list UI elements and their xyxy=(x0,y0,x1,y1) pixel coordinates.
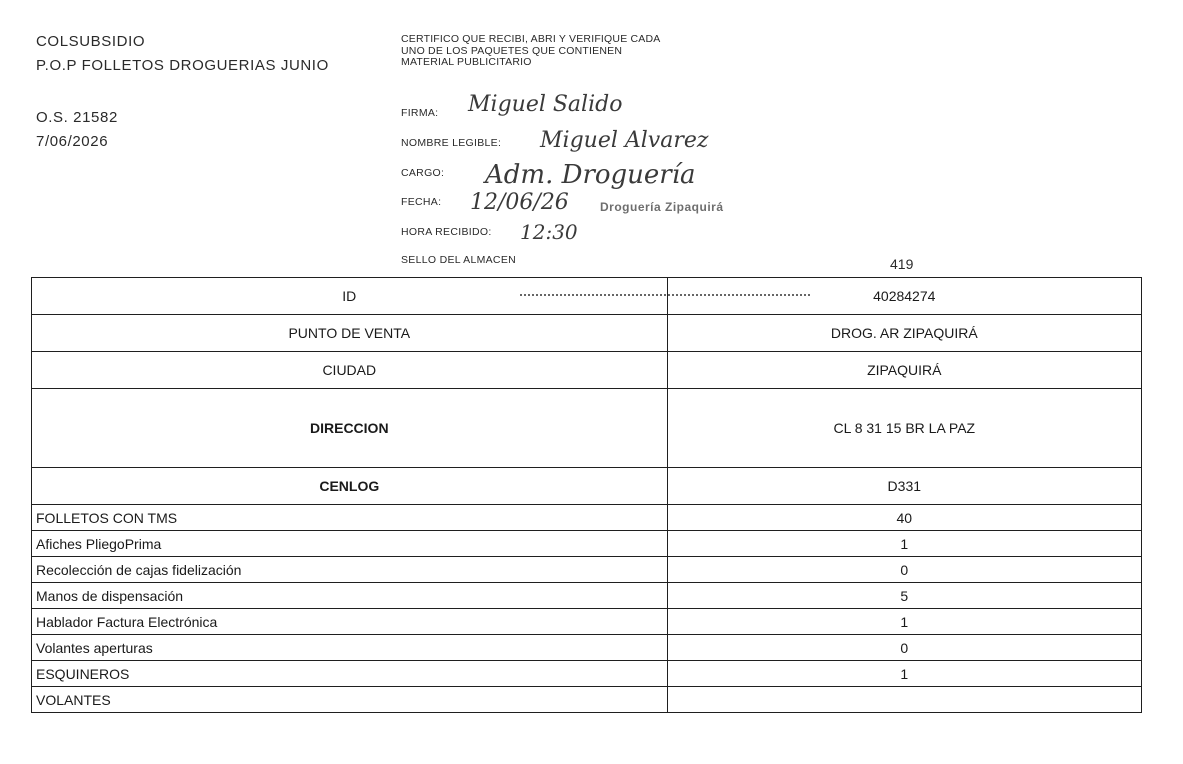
handwritten-fecha: 12/06/26 xyxy=(470,190,569,215)
handwritten-hora: 12:30 xyxy=(520,220,578,244)
cargo-label: CARGO: xyxy=(401,167,445,179)
item-quantity: 1 xyxy=(667,531,1141,557)
row-label: PUNTO DE VENTA xyxy=(32,315,668,352)
item-row xyxy=(32,505,1142,531)
item-label: Volantes aperturas xyxy=(32,635,668,661)
row-label: CENLOG xyxy=(32,468,668,505)
item-row xyxy=(32,661,1142,687)
fecha-label: FECHA: xyxy=(401,196,442,208)
item-quantity: 5 xyxy=(667,583,1141,609)
item-row xyxy=(32,531,1142,557)
table-row xyxy=(32,352,1142,389)
item-label: Afiches PliegoPrima xyxy=(32,531,668,557)
row-value: DROG. AR ZIPAQUIRÁ xyxy=(667,315,1141,352)
delivery-table xyxy=(31,277,1142,713)
item-quantity: 0 xyxy=(667,635,1141,661)
item-label: Hablador Factura Electrónica xyxy=(32,609,668,635)
item-label: Manos de dispensación xyxy=(32,583,668,609)
item-quantity xyxy=(667,687,1141,713)
page-number: 419 xyxy=(890,256,914,272)
row-label: DIRECCION xyxy=(32,389,668,468)
item-row xyxy=(32,583,1142,609)
sello-label: SELLO DEL ALMACEN xyxy=(401,254,517,266)
handwritten-cargo: Adm. Droguería xyxy=(485,160,696,190)
signature: Miguel Salido xyxy=(468,92,623,117)
row-value: CL 8 31 15 BR LA PAZ xyxy=(667,389,1141,468)
table-row xyxy=(32,389,1142,468)
item-row xyxy=(32,557,1142,583)
item-quantity: 40 xyxy=(667,505,1141,531)
item-quantity: 1 xyxy=(667,609,1141,635)
firma-label: FIRMA: xyxy=(401,107,439,119)
order-number: O.S. 21582 xyxy=(36,109,118,126)
row-label: CIUDAD xyxy=(32,352,668,389)
scan-artifact-line xyxy=(520,294,810,296)
item-label: FOLLETOS CON TMS xyxy=(32,505,668,531)
item-row xyxy=(32,687,1142,713)
nombre-label: NOMBRE LEGIBLE: xyxy=(401,137,502,149)
hora-label: HORA RECIBIDO: xyxy=(401,226,492,238)
row-value: D331 xyxy=(667,468,1141,505)
item-label: VOLANTES xyxy=(32,687,668,713)
item-quantity: 1 xyxy=(667,661,1141,687)
row-value: ZIPAQUIRÁ xyxy=(667,352,1141,389)
document-subtitle: P.O.P FOLLETOS DROGUERIAS JUNIO xyxy=(36,57,329,74)
table-row xyxy=(32,278,1142,315)
table-row xyxy=(32,468,1142,505)
item-label: ESQUINEROS xyxy=(32,661,668,687)
certification-text: CERTIFICO QUE RECIBI, ABRI Y VERIFIQUE CADA UNO DE LOS PAQUETES QUE CONTIENEN MATERIAL PUBLICITARIO xyxy=(401,33,660,68)
store-stamp: Droguería Zipaquirá xyxy=(600,200,724,214)
document-header xyxy=(36,30,329,154)
row-value: 40284274 xyxy=(667,278,1141,315)
document-date: 7/06/2026 xyxy=(36,133,109,150)
item-row xyxy=(32,635,1142,661)
handwritten-name: Miguel Alvarez xyxy=(540,128,709,153)
row-label: ID xyxy=(32,278,668,315)
table-row xyxy=(32,315,1142,352)
item-quantity: 0 xyxy=(667,557,1141,583)
item-row xyxy=(32,609,1142,635)
item-label: Recolección de cajas fidelización xyxy=(32,557,668,583)
company-name: COLSUBSIDIO xyxy=(36,33,146,50)
